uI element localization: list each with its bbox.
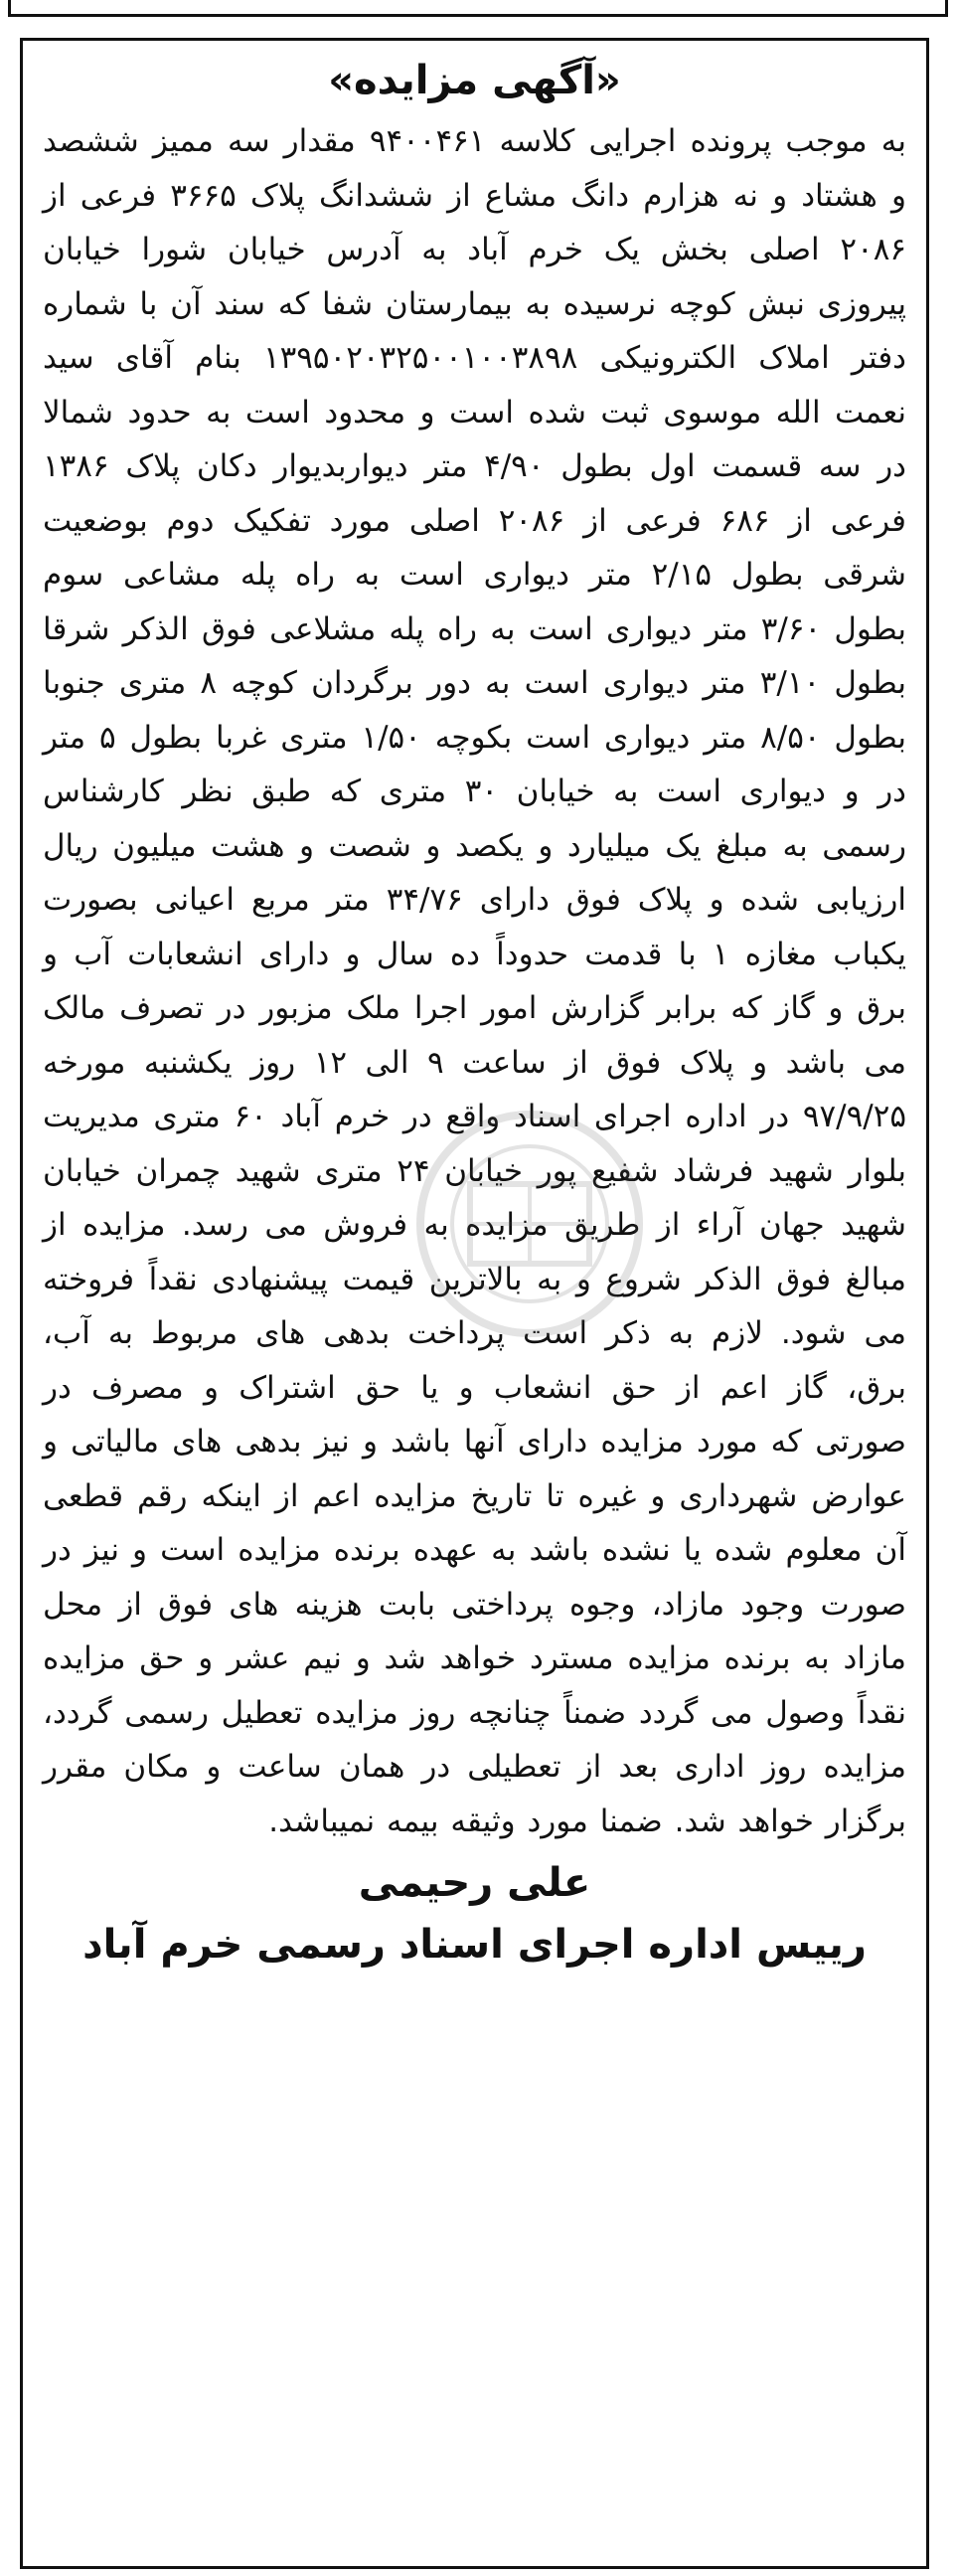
signer-name: علی رحیمی <box>358 1860 591 1906</box>
notice-title: «آگهی مزایده» <box>328 58 621 103</box>
auction-notice-box <box>20 38 929 2569</box>
notice-body: به موجب پرونده اجرایی کلاسه ۹۴۰۰۴۶۱ مقدار سه ممیز ششصد و هشتاد و نه هزارم دانگ مشاع از ششدانگ پلاک ۳۶۶۵ فرعی از ۲۰۸۶ اصلی بخش یک خرم آباد به آدرس خیابان شورا خیابان پیروزی نبش کوچه نرسیده به بیمارستان شفا که سند آن با شماره دفتر املاک الکترونیکی ۱۳۹۵۰۲۰۳۲۵۰۰۱۰۰۳۸۹۸ بنام آقای سید نعمت الله موسوی ثبت شده است و محدود است به حدود شمالا در سه قسمت اول بطول ۴/۹۰ متر دیواربدیوار دکان پلاک ۱۳۸۶ فرعی از ۶۸۶ فرعی از ۲۰۸۶ اصلی مورد تفکیک دوم بوضعیت شرقی بطول ۲/۱۵ متر دیواری است به راه پله مشاعی سوم بطول ۳/۶۰ متر دیواری است به راه پله مشلاعی فوق الذکر شرقا بطول ۳/۱۰ متر دیواری است به دور برگردان کوچه ۸ متری جنوبا بطول ۸/۵۰ متر دیواری است بکوچه ۱/۵۰ متری غربا بطول ۵ متر در و دیواری است به خیابان ۳۰ متری که طبق نظر کارشناس رسمی به مبلغ یک میلیارد و یکصد و شصت و هشت میلیون ریال ارزیابی شده و پلاک فوق دارای ۳۴/۷۶ متر مربع اعیانی بصورت یکباب مغازه ۱ با قدمت حدوداً ده سال و دارای انشعابات آب و برق و گاز که برابر گزارش امور اجرا ملک مزبور در تصرف مالک می باشد و پلاک فوق از ساعت ۹ الی ۱۲ روز یکشنبه مورخه ۹۷/۹/۲۵ در اداره اجرای اسناد واقع در خرم آباد ۶۰ متری مدیریت بلوار شهید فرشاد شفیع پور خیابان ۲۴ متری شهید چمران خیابان شهید جهان آراء از طریق مزایده به فروش می رسد. مزایده از مبالغ فوق الذکر شروع و به بالاترین قیمت پیشنهادی نقداً فروخته می شود. لازم به ذکر است پرداخت بدهی های مربوط به آب، برق، گاز اعم از حق انشعاب و یا حق اشتراک و مصرف در صورتی که مورد مزایده دارای آنها باشد و نیز بدهی های مالیاتی و عوارض شهرداری و غیره تا تاریخ مزایده اعم از اینکه رقم قطعی آن معلوم شده یا نشده باشد به عهده برنده مزایده است و نیز در صورت وجود مازاد، وجوه پرداختی بابت هزینه های فوق از محل مازاد به برنده مزایده مسترد خواهد شد و نیم عشر و حق مزایده نقداً وصول می گردد ضمناً چنانچه روز مزایده تعطیل رسمی گردد، مزایده روز اداری بعد از تعطیلی در همان ساعت و مکان مقرر برگزار خواهد شد. ضمنا مورد وثیقه بیمه نمیباشد. <box>43 123 907 1839</box>
auction-notice-content <box>43 51 906 2556</box>
top-border-frame <box>8 0 948 17</box>
signer-title: رییس اداره اجرای اسناد رسمی خرم آباد <box>82 1922 867 1968</box>
